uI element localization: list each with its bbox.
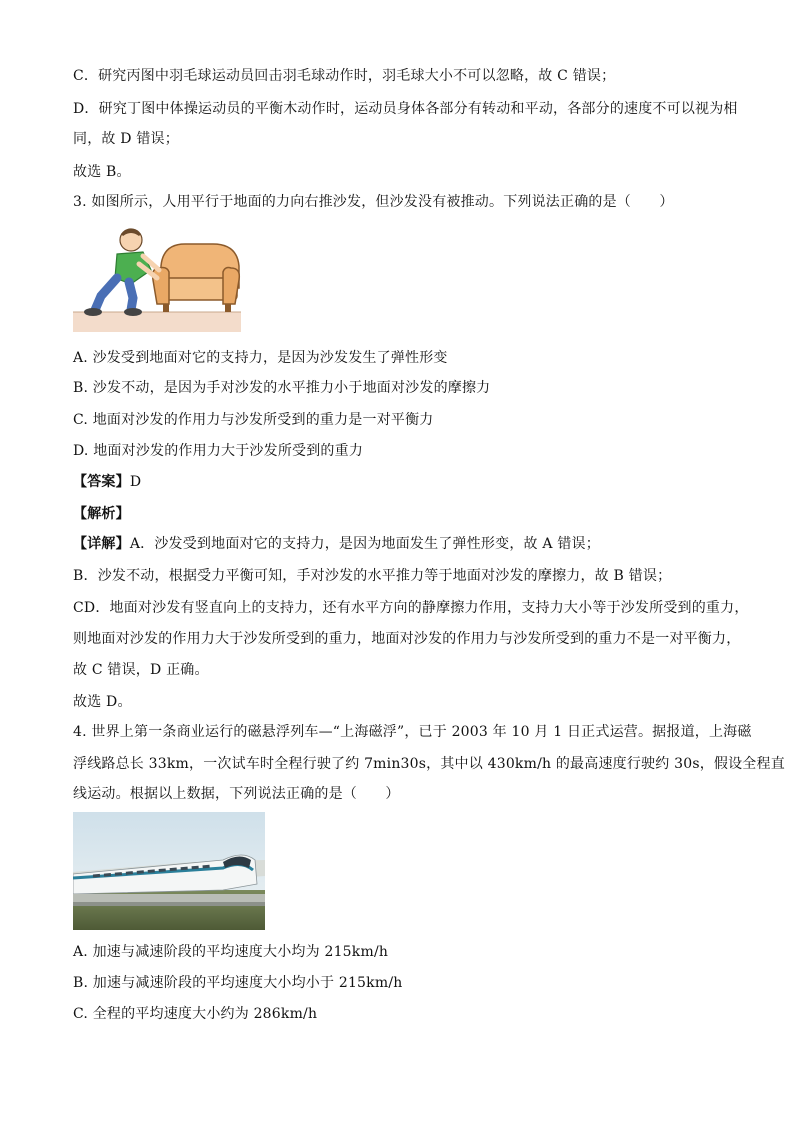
q3-detail-a xyxy=(73,534,723,554)
q3-detail-cd-line2: 则地面对沙发的作用力大于沙发所受到的重力，地面对沙发的作用力与沙发所受到的重力不是一对平衡力， xyxy=(73,631,741,647)
prev-option-d-explanation-line2: 同，故 D 错误； xyxy=(73,131,179,147)
analysis-tag: 【解析】 xyxy=(73,506,130,522)
q4-option-b: B. 加速与减速阶段的平均速度大小均小于 215km/h xyxy=(73,975,403,991)
maglev-train-photo xyxy=(73,812,265,930)
detail-tag: 【详解】 xyxy=(73,536,130,552)
answer-tag: 【答案】 xyxy=(73,474,130,490)
q4-option-c: C. 全程的平均速度大小约为 286km/h xyxy=(73,1006,318,1022)
q3-conclusion: 故选 D。 xyxy=(73,694,132,710)
q3-detail-cd-line3: 故 C 错误，D 正确。 xyxy=(73,662,209,678)
q4-stem-line3: 线运动。根据以上数据，下列说法正确的是（ ） xyxy=(73,786,400,802)
q4-stem-line2: 浮线路总长 33km，一次试车时全程行驶了约 7min30s，其中以 430km/h 的最高速度行驶约 30s，假设全程直 xyxy=(73,756,785,772)
prev-conclusion: 故选 B。 xyxy=(73,164,131,180)
prev-option-c-explanation: C．研究丙图中羽毛球运动员回击羽毛球动作时，羽毛球大小不可以忽略，故 C 错误； xyxy=(73,68,616,84)
answer-value: D xyxy=(129,474,142,490)
q3-analysis-tag xyxy=(73,504,723,524)
q3-option-c: C. 地面对沙发的作用力与沙发所受到的重力是一对平衡力 xyxy=(73,412,434,428)
detail-a-text: A．沙发受到地面对它的支持力，是因为地面发生了弹性形变，故 A 错误； xyxy=(129,536,600,552)
q3-detail-b: B．沙发不动，根据受力平衡可知，手对沙发的水平推力等于地面对沙发的摩擦力，故 B 错误； xyxy=(73,568,672,584)
q4-stem-line1: 4. 世界上第一条商业运行的磁悬浮列车—“上海磁浮”，已于 2003 年 10 月 1 日正式运营。据报道，上海磁 xyxy=(73,724,752,740)
q3-option-d: D. 地面对沙发的作用力大于沙发所受到的重力 xyxy=(73,443,364,459)
q3-detail-cd-line1: CD．地面对沙发有竖直向上的支持力，还有水平方向的静摩擦力作用，支持力大小等于沙发所受到的重力， xyxy=(73,600,749,616)
q3-answer xyxy=(73,472,723,492)
q4-option-a: A. 加速与减速阶段的平均速度大小均为 215km/h xyxy=(73,944,389,960)
prev-option-d-explanation-line1: D．研究丁图中体操运动员的平衡木动作时，运动员身体各部分有转动和平动，各部分的速度不可以视为相 xyxy=(73,101,738,117)
q3-option-b: B. 沙发不动，是因为手对沙发的水平推力小于地面对沙发的摩擦力 xyxy=(73,380,491,396)
sofa-push-illustration xyxy=(73,226,241,332)
q3-stem: 3. 如图所示，人用平行于地面的力向右推沙发，但沙发没有被推动。下列说法正确的是（ ） xyxy=(73,194,674,210)
q3-option-a: A. 沙发受到地面对它的支持力，是因为沙发发生了弹性形变 xyxy=(73,350,448,366)
